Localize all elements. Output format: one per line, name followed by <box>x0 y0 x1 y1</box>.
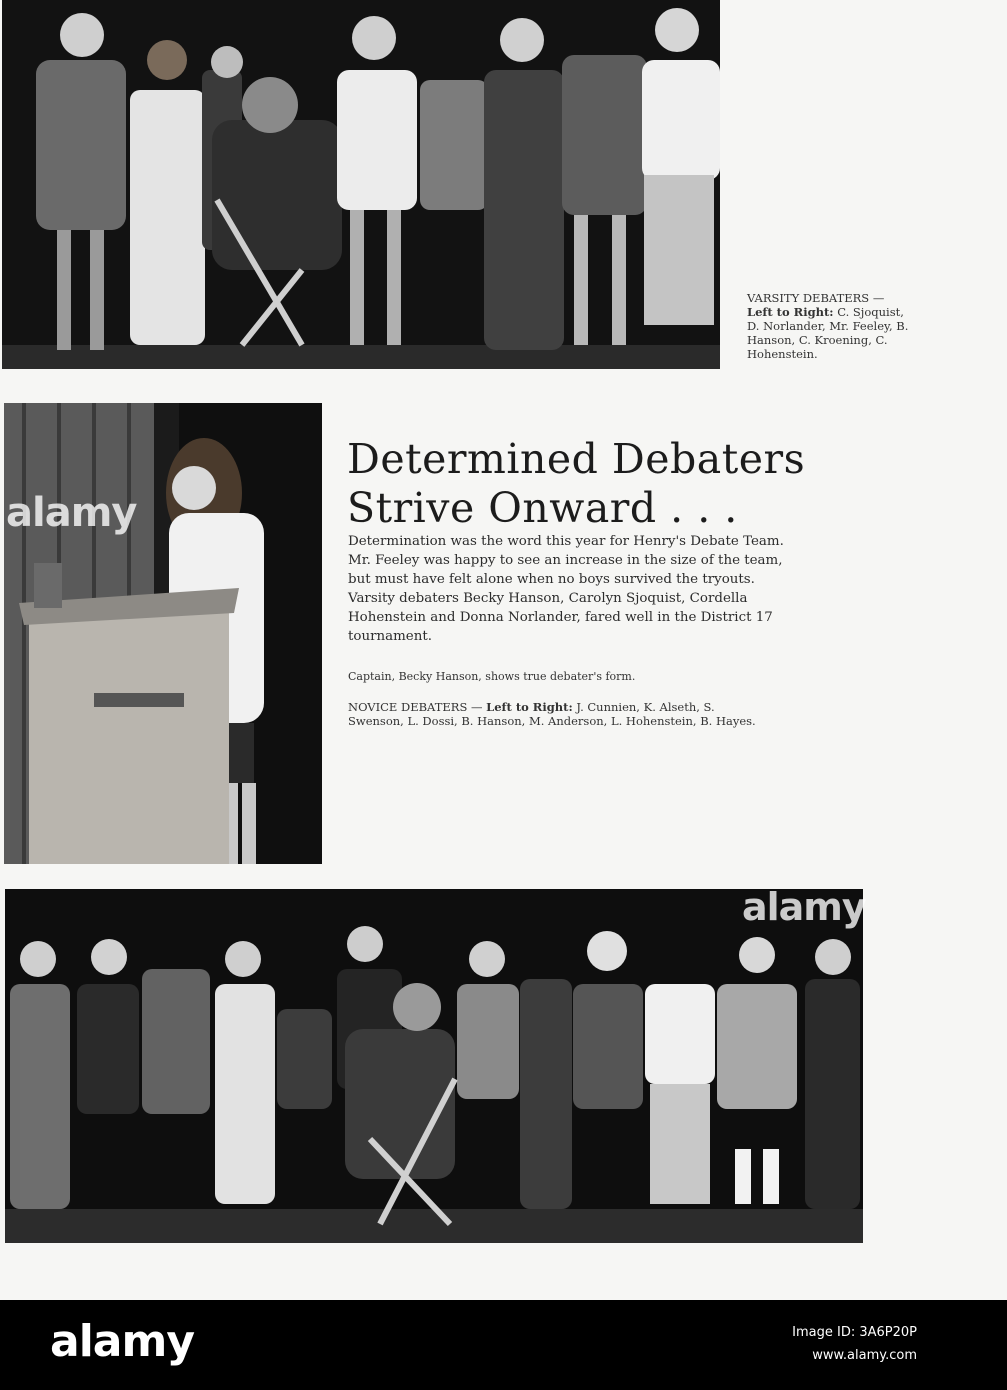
novice-caption-names: J. Cunnien, K. Alseth, S. Swenson, L. Dossi, B. Hanson, M. Anderson, L. Hohenstein, B. Hayes. <box>348 700 756 728</box>
novice-caption-lead: Left to Right: <box>486 700 573 714</box>
title-line-1: Determined Debaters <box>347 435 806 484</box>
title-line-2: Strive Onward . . . <box>347 484 738 533</box>
body-paragraph: Determination was the word this year for Henry's Debate Team. Mr. Feeley was happy to see an increase in the size of the team, but must have felt alone when no boys survived the tryouts. Varsity debaters Becky Hanson, Carolyn Sjoquist, Cordella Hohenstein and Donna Norlander, fared well in the District 17 tournament. <box>348 534 784 644</box>
captain-at-podium-photo <box>4 403 322 864</box>
varsity-debaters-photo <box>2 0 720 369</box>
novice-caption-heading: NOVICE DEBATERS — <box>348 700 483 714</box>
novice-debaters-photo <box>5 889 863 1243</box>
photo-illustration <box>4 403 322 864</box>
site-url-label: www.alamy.com <box>812 1348 917 1363</box>
footer-bar <box>0 1300 1007 1390</box>
varsity-caption <box>747 291 917 361</box>
alamy-logo: alamy <box>50 1316 194 1367</box>
photo-watermark: alamy <box>742 885 866 929</box>
varsity-caption-lead: Left to Right: <box>747 305 834 319</box>
varsity-caption-heading: VARSITY DEBATERS — <box>747 291 885 305</box>
novice-caption <box>348 700 768 728</box>
photo-watermark: alamy <box>6 490 137 536</box>
photo-illustration <box>5 889 863 1243</box>
image-id-label: Image ID: 3A6P20P <box>792 1325 917 1340</box>
photo-illustration <box>2 0 720 369</box>
varsity-caption-names: C. Sjoquist, D. Norlander, Mr. Feeley, B. Hanson, C. Kroening, C. Hohenstein. <box>747 305 909 361</box>
captain-caption: Captain, Becky Hanson, shows true debater's form. <box>348 670 636 683</box>
page-title <box>347 435 867 533</box>
